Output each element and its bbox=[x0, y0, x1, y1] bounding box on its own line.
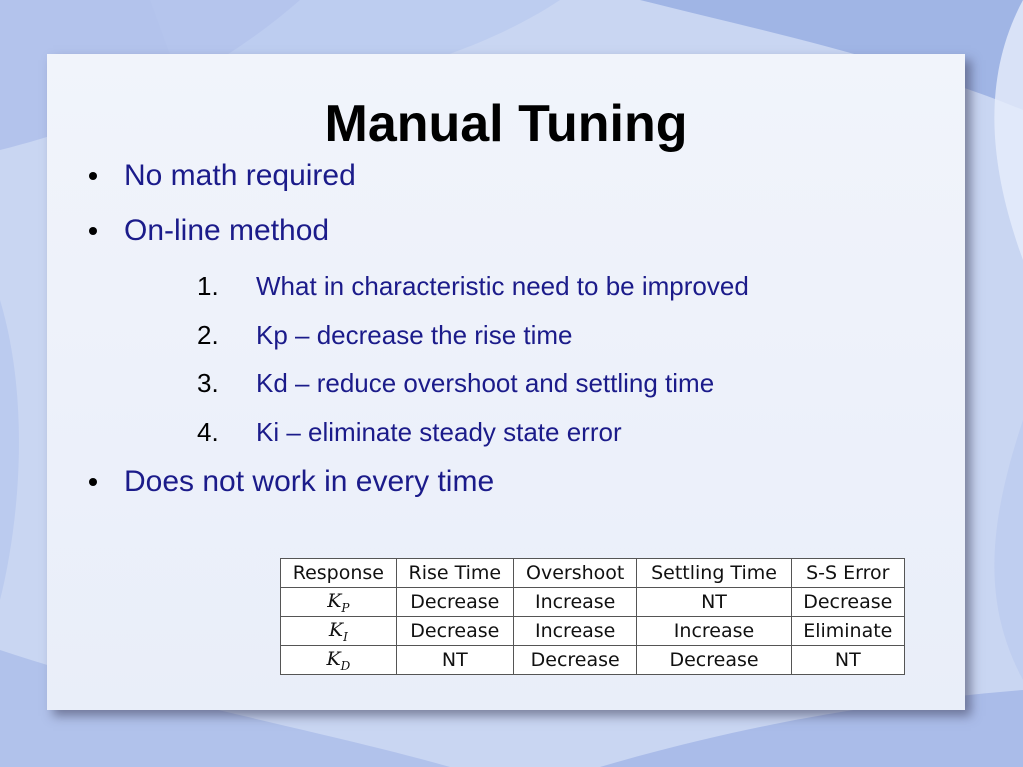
gain-subscript: P bbox=[341, 600, 350, 615]
table-cell: Decrease bbox=[637, 646, 791, 675]
pid-effects-table bbox=[280, 558, 905, 675]
bullet-dot-icon bbox=[89, 172, 97, 180]
bullet-text: On-line method bbox=[124, 214, 330, 247]
table-cell: Decrease bbox=[513, 646, 637, 675]
item-number: 2. bbox=[197, 320, 219, 350]
table-cell: Decrease bbox=[396, 588, 513, 617]
table-header-cell: Settling Time bbox=[637, 559, 791, 588]
gain-symbol: K bbox=[327, 589, 342, 612]
slide-panel bbox=[47, 54, 965, 710]
bullet-dot-icon bbox=[89, 227, 97, 235]
table-cell: Increase bbox=[513, 588, 637, 617]
bullet-dot-icon bbox=[89, 478, 97, 486]
gain-subscript: I bbox=[343, 629, 348, 644]
gain-label-cell bbox=[281, 588, 397, 617]
item-number: 3. bbox=[197, 368, 219, 398]
item-text: What in characteristic need to be improved bbox=[256, 271, 749, 301]
table-cell: NT bbox=[791, 646, 904, 675]
gain-subscript: D bbox=[340, 658, 351, 673]
table-header-cell: Rise Time bbox=[396, 559, 513, 588]
gain-label-cell bbox=[281, 646, 397, 675]
item-number: 4. bbox=[197, 417, 219, 447]
slide-title: Manual Tuning bbox=[324, 95, 688, 153]
item-text: Ki – eliminate steady state error bbox=[256, 417, 622, 447]
item-number: 1. bbox=[197, 271, 219, 301]
table-header-cell: Overshoot bbox=[513, 559, 637, 588]
table-cell: Decrease bbox=[791, 588, 904, 617]
table-header-cell: Response bbox=[281, 559, 397, 588]
table-row bbox=[281, 646, 905, 675]
table-header-cell: S-S Error bbox=[791, 559, 904, 588]
item-text: Kp – decrease the rise time bbox=[256, 320, 573, 350]
table-cell: NT bbox=[637, 588, 791, 617]
table-cell: NT bbox=[396, 646, 513, 675]
bullet-text: No math required bbox=[124, 159, 356, 192]
gain-label-cell bbox=[281, 617, 397, 646]
table-cell: Decrease bbox=[396, 617, 513, 646]
table-header-row bbox=[281, 559, 905, 588]
table-row bbox=[281, 588, 905, 617]
gain-symbol: K bbox=[326, 647, 341, 670]
table-cell: Eliminate bbox=[791, 617, 904, 646]
item-text: Kd – reduce overshoot and settling time bbox=[256, 368, 715, 398]
table-cell: Increase bbox=[513, 617, 637, 646]
table-cell: Increase bbox=[637, 617, 791, 646]
table-row bbox=[281, 617, 905, 646]
bullet-text: Does not work in every time bbox=[124, 465, 495, 498]
gain-symbol: K bbox=[328, 618, 344, 641]
